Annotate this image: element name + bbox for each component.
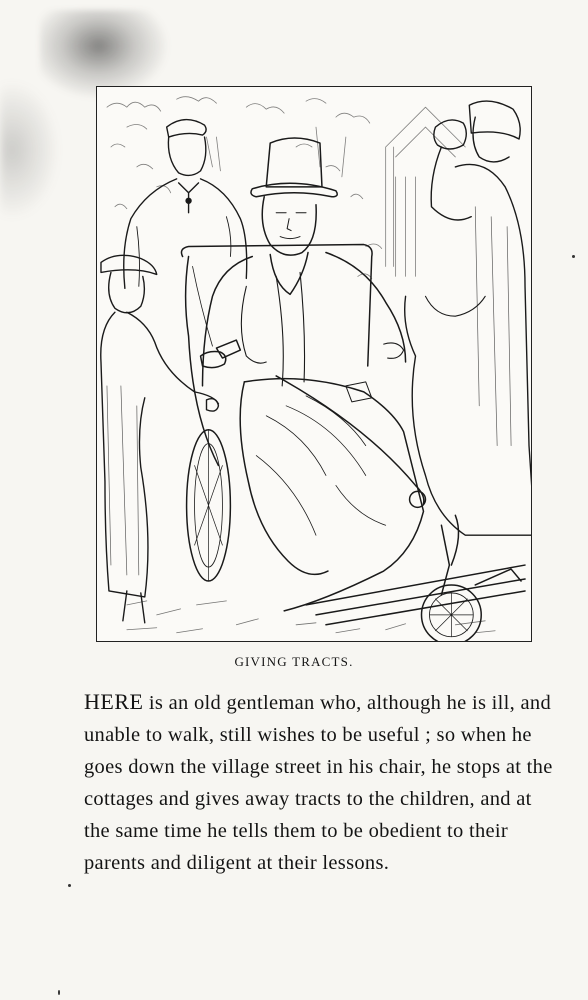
ink-speck [572,255,575,258]
woman-with-baby-figure [405,101,531,535]
ink-smudge-left [0,80,60,220]
bath-chair [181,245,525,641]
girl-left-figure [101,255,219,623]
ink-speck [68,884,71,887]
ink-speck [58,990,60,995]
body-paragraph [84,686,554,879]
paragraph-text: is an old gentleman who, although he is ill, and unable to walk, still wishes to be useful ; so when he goes down the village street in his chair, he stops at the cottages and gives away tracts to the children, and at the same time he tells them to be obedient to their parents and diligent at their lessons. [84,692,553,874]
plate-caption: GIVING TRACTS. [234,654,354,669]
old-gentleman-figure [201,138,424,611]
lead-word: HERE [84,689,144,714]
engraving-illustration [96,86,532,642]
boy-figure [124,120,247,289]
